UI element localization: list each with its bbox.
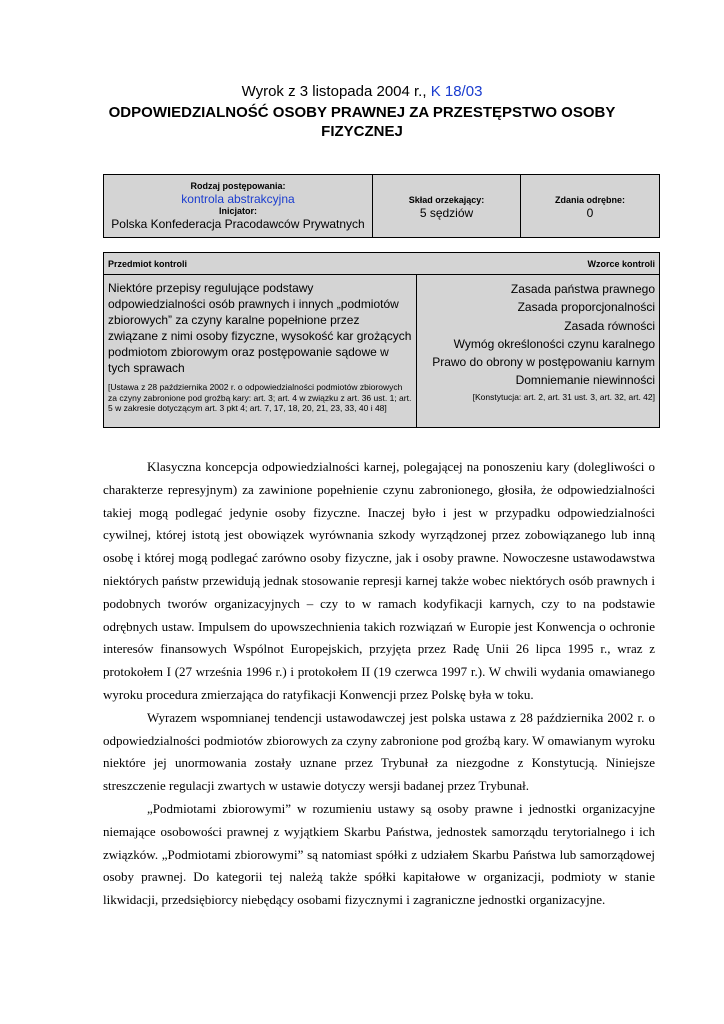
case-number-link[interactable]: K 18/03 — [430, 83, 483, 100]
pattern-item: Zasada proporcjonalności — [517, 300, 655, 315]
paragraph: Wyrazem wspomnianej tendencji ustawodawczej jest polska ustawa z 28 października 2002 r. o odpowiedzialności podmiotów zbiorowych za czyny zabronione pod groźbą kary. W omawianym wyroku niektóre jej unormowania zostały uznane przez Trybunał za niezgodne z Konstytucją. Niniejsze streszczenie regulacji zwartych w ustawie dotyczy wersji badanej przez Trybunał. — [103, 709, 655, 794]
subject-header: Przedmiot kontroli — [108, 258, 188, 269]
subject-text: Niektóre przepisy regulujące podstawy odpowiedzialności osób prawnych i innych „podmiotów zbiorowych” za czyny karalne popełnione przez związane z nimi osoby fizyczne, wysokość kar grożących podmiotom zbiorowym oraz postępowanie sądowe w tych sprawach — [108, 281, 412, 375]
patterns-reference: [Konstytucja: art. 2, art. 31 ust. 3, art. 32, art. 42] — [472, 391, 655, 402]
paragraph: „Podmiotami zbiorowymi” w rozumieniu ustawy są osoby prawne i jednostki organizacyjne niemające osobowości prawnej z wyjątkiem Skarbu Państwa, jednostek samorządu terytorialnego i ich związków. „Podmiotami zbiorowymi” są natomiast spółki z udziałem Skarbu Państwa lub samorządowej osoby prawnej. Do kategorii tej należą także spółki kapitałowe w organizacji, podmioty w stanie likwidacji, przedsiębiorcy niebędący osobami fizycznymi i zagraniczne jednostki organizacyjne. — [103, 800, 655, 908]
body-text — [103, 456, 655, 912]
dissent-label: Zdania odrębne: — [554, 195, 625, 205]
pattern-item: Zasada państwa prawnego — [510, 282, 655, 296]
initiator-value: Polska Konfederacja Pracodawców Prywatnych — [111, 217, 365, 231]
pattern-item: Prawo do obrony w postępowaniu karnym — [432, 355, 655, 370]
judgment-date-text: Wyrok z 3 listopada 2004 r., — [241, 83, 431, 100]
paragraph: Klasyczna koncepcja odpowiedzialności karnej, polegającej na ponoszeniu kary (dolegliwości o charakterze represyjnym) za zawinione popełnienie czynu zabronionego, głosiła, że odpowiedzialności takiej mogą podlegać jedynie osoby fizyczne. Inaczej było i jest w przypadku odpowiedzialności cywilnej, której istotą jest obowiązek wyrównania szkody wyrządzonej przez zobowiązanego lub inną osobę i której mogą podlegać zarówno osoby fizyczne, jak i osoby prawne. Nowoczesne ustawodawstwa niektórych państw przewidują jednak stosowanie represji karnej także wobec niektórych osób prawnych i podobnych tworów organizacyjnych – czy to w ramach kodyfikacji karnych, czy to na podstawie odrębnych ustaw. Impulsem do upowszechnienia takich rozwiązań w Europie jest Konwencja o ochronie interesów finansowych Wspólnot Europejskich, przyjęta przez Radę Unii 26 lipca 1995 r., wraz z protokołem I (27 września 1996 r.) i protokołem II (19 czerwca 1997 r.). W chwili wydania omawianego wyroku procedura zmierzająca do ratyfikacji Konwencji przez Polskę była w toku. — [103, 459, 655, 702]
proceeding-type-value: kontrola abstrakcyjna — [181, 192, 295, 206]
proceeding-type-label: Rodzaj postępowania: — [190, 181, 286, 191]
proceeding-info-box — [103, 174, 660, 238]
judgment-title-line — [0, 83, 724, 100]
pattern-item: Wymóg określoności czynu karalnego — [453, 336, 655, 351]
panel-cell — [372, 175, 520, 237]
patterns-column — [417, 275, 659, 427]
pattern-item: Domniemanie niewinności — [515, 373, 655, 388]
dissent-cell — [520, 175, 659, 237]
patterns-header: Wzorce kontroli — [587, 258, 655, 269]
judgment-main-title: ODPOWIEDZIALNOŚĆ OSOBY PRAWNEJ ZA PRZESTĘPSTWO OSOBY FIZYCZNEJ — [108, 104, 616, 140]
initiator-label: Inicjator: — [218, 206, 257, 216]
subject-reference: [Ustawa z 28 października 2002 r. o odpowiedzialności podmiotów zbiorowych za czyny zabronione pod groźbą kary: art. 3; art. 4 w związku z art. 36 ust. 1; art. 5 w zakresie dotyczącym art. 3 pkt 4; art. 7, 17, 18, 20, 21, 23, 33, 40 i 48] — [108, 382, 412, 413]
panel-label: Skład orzekający: — [408, 195, 485, 205]
subject-column — [104, 275, 417, 427]
pattern-item: Zasada równości — [564, 318, 655, 333]
control-box-header — [104, 253, 659, 275]
control-box — [103, 252, 660, 428]
proceeding-cell — [104, 175, 372, 237]
dissent-value: 0 — [586, 206, 594, 220]
panel-value: 5 sędziów — [419, 206, 474, 220]
control-box-body — [104, 275, 659, 427]
